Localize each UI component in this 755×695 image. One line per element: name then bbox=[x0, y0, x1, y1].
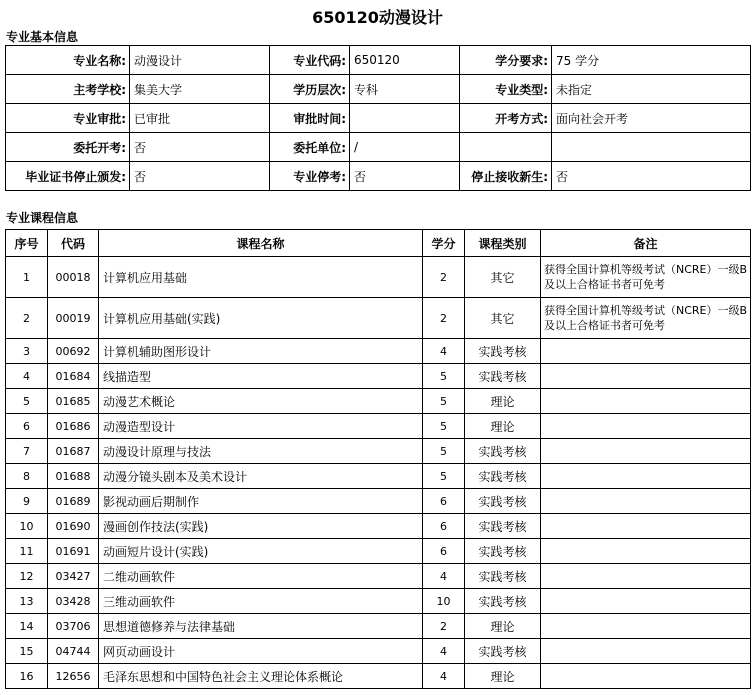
course-type: 实践考核 bbox=[465, 589, 541, 614]
major-suspended-label: 专业停考: bbox=[270, 162, 350, 191]
course-note bbox=[541, 364, 751, 389]
course-no: 11 bbox=[6, 539, 48, 564]
course-credit: 4 bbox=[423, 339, 465, 364]
course-type: 实践考核 bbox=[465, 489, 541, 514]
course-note bbox=[541, 489, 751, 514]
course-row bbox=[6, 364, 751, 389]
course-credit: 6 bbox=[423, 539, 465, 564]
basic-info-row bbox=[6, 75, 751, 104]
course-credit: 5 bbox=[423, 439, 465, 464]
course-credit: 4 bbox=[423, 664, 465, 689]
entrusted-exam-label: 委托开考: bbox=[6, 133, 130, 162]
course-body bbox=[6, 257, 751, 689]
course-row bbox=[6, 639, 751, 664]
entrusted-unit-label: 委托单位: bbox=[270, 133, 350, 162]
course-row bbox=[6, 439, 751, 464]
course-row bbox=[6, 464, 751, 489]
course-type: 理论 bbox=[465, 414, 541, 439]
course-type: 实践考核 bbox=[465, 564, 541, 589]
course-type: 理论 bbox=[465, 614, 541, 639]
course-credit: 5 bbox=[423, 364, 465, 389]
course-credit: 6 bbox=[423, 489, 465, 514]
course-name: 影视动画后期制作 bbox=[99, 489, 423, 514]
course-no: 8 bbox=[6, 464, 48, 489]
course-no: 9 bbox=[6, 489, 48, 514]
course-name: 计算机应用基础 bbox=[99, 257, 423, 298]
course-row bbox=[6, 539, 751, 564]
course-credit: 5 bbox=[423, 389, 465, 414]
major-code-value: 650120 bbox=[350, 46, 460, 75]
header-no: 序号 bbox=[6, 230, 48, 257]
header-course-type: 课程类别 bbox=[465, 230, 541, 257]
course-row bbox=[6, 664, 751, 689]
course-no: 5 bbox=[6, 389, 48, 414]
course-no: 1 bbox=[6, 257, 48, 298]
course-no: 12 bbox=[6, 564, 48, 589]
basic-info-row bbox=[6, 104, 751, 133]
major-code-label: 专业代码: bbox=[270, 46, 350, 75]
course-no: 13 bbox=[6, 589, 48, 614]
education-level-label: 学历层次: bbox=[270, 75, 350, 104]
course-no: 14 bbox=[6, 614, 48, 639]
course-type: 理论 bbox=[465, 389, 541, 414]
course-name: 二维动画软件 bbox=[99, 564, 423, 589]
major-type-value: 未指定 bbox=[552, 75, 751, 104]
course-name: 动画短片设计(实践) bbox=[99, 539, 423, 564]
empty-cell bbox=[552, 133, 751, 162]
stop-enrollment-value: 否 bbox=[552, 162, 751, 191]
exam-method-value: 面向社会开考 bbox=[552, 104, 751, 133]
course-note bbox=[541, 539, 751, 564]
major-approval-label: 专业审批: bbox=[6, 104, 130, 133]
course-note bbox=[541, 339, 751, 364]
course-note bbox=[541, 589, 751, 614]
course-type: 实践考核 bbox=[465, 364, 541, 389]
course-code: 01689 bbox=[48, 489, 99, 514]
course-row bbox=[6, 564, 751, 589]
page-title: 650120动漫设计 bbox=[312, 8, 443, 27]
course-note bbox=[541, 439, 751, 464]
course-row bbox=[6, 514, 751, 539]
course-type: 实践考核 bbox=[465, 439, 541, 464]
major-suspended-value: 否 bbox=[350, 162, 460, 191]
course-note: 获得全国计算机等级考试（NCRE）一级B及以上合格证书者可免考 bbox=[541, 298, 751, 339]
major-name-value: 动漫设计 bbox=[130, 46, 270, 75]
exam-method-label: 开考方式: bbox=[460, 104, 552, 133]
course-row bbox=[6, 489, 751, 514]
basic-info-table bbox=[5, 45, 751, 191]
course-credit: 2 bbox=[423, 257, 465, 298]
course-credit: 6 bbox=[423, 514, 465, 539]
course-no: 2 bbox=[6, 298, 48, 339]
approval-time-label: 审批时间: bbox=[270, 104, 350, 133]
course-no: 7 bbox=[6, 439, 48, 464]
course-code: 01690 bbox=[48, 514, 99, 539]
course-name: 动漫分镜头剧本及美术设计 bbox=[99, 464, 423, 489]
education-level-value: 专科 bbox=[350, 75, 460, 104]
course-name: 毛泽东思想和中国特色社会主义理论体系概论 bbox=[99, 664, 423, 689]
course-note bbox=[541, 664, 751, 689]
course-name: 三维动画软件 bbox=[99, 589, 423, 614]
credit-requirement-value: 75 学分 bbox=[552, 46, 751, 75]
course-credit: 2 bbox=[423, 298, 465, 339]
course-code: 03706 bbox=[48, 614, 99, 639]
course-credit: 10 bbox=[423, 589, 465, 614]
course-type: 实践考核 bbox=[465, 464, 541, 489]
basic-info-row bbox=[6, 162, 751, 191]
course-no: 10 bbox=[6, 514, 48, 539]
course-type: 实践考核 bbox=[465, 639, 541, 664]
course-name: 线描造型 bbox=[99, 364, 423, 389]
course-note bbox=[541, 514, 751, 539]
course-note: 获得全国计算机等级考试（NCRE）一级B及以上合格证书者可免考 bbox=[541, 257, 751, 298]
course-table bbox=[5, 229, 751, 689]
entrusted-exam-value: 否 bbox=[130, 133, 270, 162]
course-code: 00018 bbox=[48, 257, 99, 298]
stop-enrollment-label: 停止接收新生: bbox=[460, 162, 552, 191]
course-no: 3 bbox=[6, 339, 48, 364]
course-note bbox=[541, 389, 751, 414]
course-type: 实践考核 bbox=[465, 514, 541, 539]
major-type-label: 专业类型: bbox=[460, 75, 552, 104]
header-course-name: 课程名称 bbox=[99, 230, 423, 257]
course-code: 12656 bbox=[48, 664, 99, 689]
course-credit: 5 bbox=[423, 414, 465, 439]
course-note bbox=[541, 564, 751, 589]
course-code: 00692 bbox=[48, 339, 99, 364]
course-name: 网页动画设计 bbox=[99, 639, 423, 664]
header-code: 代码 bbox=[48, 230, 99, 257]
basic-info-row bbox=[6, 133, 751, 162]
course-note bbox=[541, 414, 751, 439]
course-header-row bbox=[6, 230, 751, 257]
basic-info-section-title: 专业基本信息 bbox=[6, 30, 79, 44]
diploma-stop-label: 毕业证书停止颁发: bbox=[6, 162, 130, 191]
credit-requirement-label: 学分要求: bbox=[460, 46, 552, 75]
course-no: 15 bbox=[6, 639, 48, 664]
course-row bbox=[6, 589, 751, 614]
course-code: 01685 bbox=[48, 389, 99, 414]
course-type: 理论 bbox=[465, 664, 541, 689]
diploma-stop-value: 否 bbox=[130, 162, 270, 191]
course-row bbox=[6, 414, 751, 439]
course-name: 动漫艺术概论 bbox=[99, 389, 423, 414]
entrusted-unit-value: / bbox=[350, 133, 460, 162]
course-no: 6 bbox=[6, 414, 48, 439]
course-name: 思想道德修养与法律基础 bbox=[99, 614, 423, 639]
course-code: 01688 bbox=[48, 464, 99, 489]
course-name: 计算机应用基础(实践) bbox=[99, 298, 423, 339]
major-name-label: 专业名称: bbox=[6, 46, 130, 75]
course-row bbox=[6, 257, 751, 298]
major-approval-value: 已审批 bbox=[130, 104, 270, 133]
course-credit: 2 bbox=[423, 614, 465, 639]
empty-cell bbox=[460, 133, 552, 162]
course-row bbox=[6, 389, 751, 414]
exam-school-value: 集美大学 bbox=[130, 75, 270, 104]
course-credit: 4 bbox=[423, 639, 465, 664]
basic-info-row bbox=[6, 46, 751, 75]
course-type: 实践考核 bbox=[465, 339, 541, 364]
course-code: 01684 bbox=[48, 364, 99, 389]
course-no: 16 bbox=[6, 664, 48, 689]
course-type: 实践考核 bbox=[465, 539, 541, 564]
course-type: 其它 bbox=[465, 298, 541, 339]
course-note bbox=[541, 639, 751, 664]
course-code: 01691 bbox=[48, 539, 99, 564]
course-code: 03428 bbox=[48, 589, 99, 614]
course-credit: 5 bbox=[423, 464, 465, 489]
course-name: 计算机辅助图形设计 bbox=[99, 339, 423, 364]
header-note: 备注 bbox=[541, 230, 751, 257]
course-row bbox=[6, 614, 751, 639]
course-name: 动漫造型设计 bbox=[99, 414, 423, 439]
course-type: 其它 bbox=[465, 257, 541, 298]
course-credit: 4 bbox=[423, 564, 465, 589]
course-no: 4 bbox=[6, 364, 48, 389]
approval-time-value bbox=[350, 104, 460, 133]
course-note bbox=[541, 614, 751, 639]
course-note bbox=[541, 464, 751, 489]
course-code: 04744 bbox=[48, 639, 99, 664]
course-code: 01687 bbox=[48, 439, 99, 464]
course-name: 漫画创作技法(实践) bbox=[99, 514, 423, 539]
course-code: 03427 bbox=[48, 564, 99, 589]
course-row bbox=[6, 339, 751, 364]
course-info-section-title: 专业课程信息 bbox=[6, 211, 79, 225]
header-credit: 学分 bbox=[423, 230, 465, 257]
course-code: 01686 bbox=[48, 414, 99, 439]
course-row bbox=[6, 298, 751, 339]
course-code: 00019 bbox=[48, 298, 99, 339]
course-name: 动漫设计原理与技法 bbox=[99, 439, 423, 464]
exam-school-label: 主考学校: bbox=[6, 75, 130, 104]
